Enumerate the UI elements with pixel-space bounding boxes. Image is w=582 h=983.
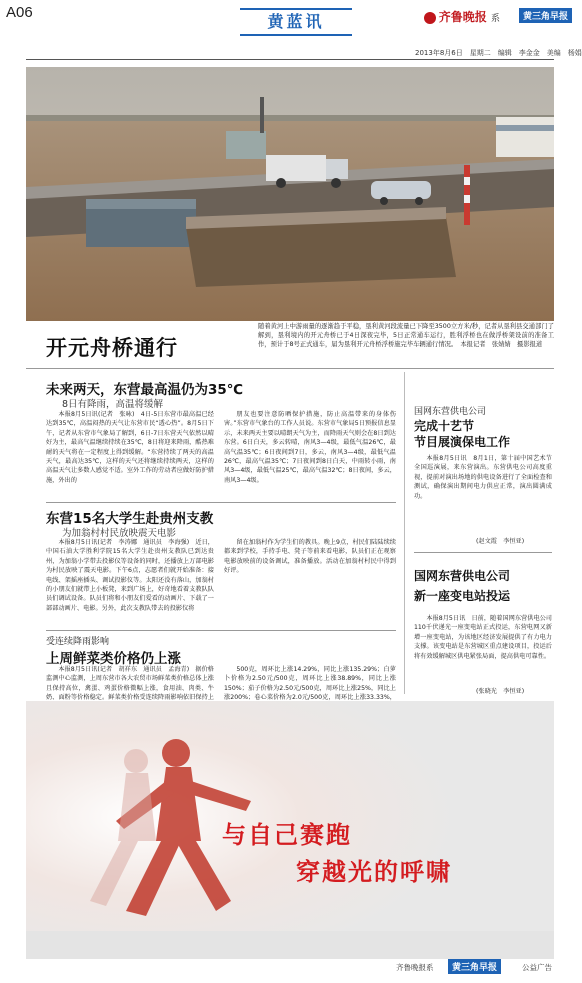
- grid-kicker: 国网东营供电公司: [414, 407, 487, 417]
- footer-badge: 黄三角早报: [448, 959, 501, 974]
- lead-headline: 开元舟桥通行: [46, 336, 178, 360]
- grid-body: 本报8月5日讯 8月1日，第十届中国艺术节全国巡演展，来东营演出。东营供电公司高度重视，提前对演出场地的供电设备进行了全面检查和测试，确保演出期间电力供应正常，演出圆满成功。: [414, 455, 552, 500]
- grid-headline-2: 节目展演保电工作: [414, 435, 511, 449]
- vegetables-body-col1: 本报8月5日讯(记者 胡祥东 通讯员 孟海青) 据价格监测中心监测，上周东营市各大农贸市场鲜菜类价格总体上涨且保持高位，禽蛋、鸡蛋价格微幅上涨，食用油、肉类、牛奶、面粉等价格稳定。鲜菜类价格受连续降雨影响依旧保持上: [46, 666, 214, 702]
- section-banner: [240, 8, 352, 36]
- column-rule: [404, 372, 405, 694]
- page-number: A06: [6, 4, 33, 21]
- partner-badge: 黄三角早报: [519, 8, 572, 23]
- weather-body-col2: 朋友也要注意防晒保护措施，防止高温带来的身体伤害。”东营市气象台的工作人员说。东营市气象局5日预报信息显示，未来两天主要以晴朗天气为主，而降雨天气则会在8日到达东营。6日白天，多云转晴，南风3—4级，最低气温26℃，最高气温35℃；6日夜间到7日，多云，南风3—4级，最低气温26℃，最高气温35℃；7日夜间到8日白天，中雨转小雨，南风3—4级，最低气温25℃，最高气温32℃；8日夜间，多云，南风3—4级。: [224, 411, 396, 484]
- students-body-col1: 本报8月5日讯(记者 李涛娜 通讯员 李海强) 近日，中国石油大学胜利学院15名大学生赴贵州支教队已到达贵州，为加翁小学带去投影仪等设备的同时，还播放上万部电影为村民放映了震天电影。下午6点，志愿者们就开始准备：接电线、架摇座插头、调试投影仪等。太阳还没有落山，加翁村的小朋友们就带上小板凳，来到广场上，好奇地看着支教队队员们调试设备。队员们将和小朋友们爱看的动画片、下载了一部部动画片、电影。另外，此次支教队带去的投影仪将: [46, 539, 214, 612]
- vegetables-kicker: 受连续降雨影响: [46, 637, 110, 647]
- article-divider: [46, 630, 396, 631]
- header-rule: [26, 59, 554, 60]
- vegetables-headline: 上周鲜菜类价格仍上涨: [46, 651, 181, 667]
- students-subhead: 为加翁村村民放映震天电影: [62, 528, 177, 539]
- photo-caption: 随着黄河上中游雨量的逐渐趋于平稳，垦利黄河段流量已下降至3500立方米/秒，记者从垦利县交通部门了解到，垦利境内的开元舟桥已于4日深夜完毕，5日正常通车运行，胜利浮桥也在做浮桥架设前的准备工作，预计于8号正式通车，届为垦利开元舟桥浮桥施完毕车辆通行情况。 本报记者 张婧婧 摄影报道: [258, 323, 554, 348]
- substation-headline-1: 国网东营供电公司: [414, 569, 511, 583]
- weather-subhead: 8日有降雨，高温将缓解: [62, 399, 164, 410]
- students-body-col2: 留在加翁村作为学生们的教具。晚上9点，村民们陆陆续续都来到学校，手持手电、凳子等前来看电影，队员们正在观察电影放映前的设备调试，准备播放。活动在加翁村村民中得到好评。: [224, 539, 396, 575]
- logo-icon: [424, 12, 436, 24]
- article-divider: [46, 502, 396, 503]
- substation-body: 本报8月5日讯 日前，随着国网东营供电公司110千伏递光一座变电站正式投运，东营电网又新增一座变电站，为该地区经济发展提供了有力电力支撑。该变电站是东营城区重点建设项目，投运后将有效缓解城区供电紧张局面，提高供电可靠性。: [414, 615, 552, 660]
- students-headline: 东营15名大学生赴贵州支教: [46, 511, 214, 527]
- ad-slogan-2: 穿越光的呼啸: [296, 858, 452, 886]
- lead-rule: [26, 368, 554, 369]
- paper-suffix: 系: [490, 14, 500, 24]
- ad-slogan-1: 与自己赛跑: [222, 821, 352, 849]
- grid-headline-1: 完成十艺节: [414, 419, 475, 433]
- article-divider: [414, 552, 552, 553]
- paper-logo: [424, 8, 500, 25]
- weather-headline: 未来两天，东营最高温仍为35℃: [46, 382, 244, 398]
- dateline: 2013年8月6日 星期二 编辑 李金金 美编 杨娟: [415, 49, 582, 57]
- footer-label: 公益广告: [522, 963, 552, 972]
- substation-byline: (张晓光 李恒亚): [476, 688, 525, 695]
- weather-body-col1: 本报8月5日讯(记者 张咏) 4日-5日东营市最高温已经达到35℃，高温闷热的天气让东营市民“透心热”。8月5日下午，记者从东营市气象局了解到，6日-7日东营天气依然以晴好为主，最高气温继续持续在35℃，8日将迎来降雨，酷热难耐的天气将在一定程度上得到缓解。“东营持续了两天的高温天气，最高达35℃，这样的天气还将继续持续两天，这样的高温天气让多数人感觉不适。室外工作的劳动者应做好防护措施，外出的: [46, 411, 214, 484]
- vegetables-body-col2: 500克，周环比上涨14.29%，同比上涨135.29%；白萝卜价格为2.50元/500克，周环比上涨38.89%，同比上涨150%；茄子价格为2.50元/500克，周环比上涨25%，同比上涨200%；卷心菜价格为2.0元/500克，周环比上涨33.33%，: [224, 666, 396, 702]
- substation-headline-2: 新一座变电站投运: [414, 589, 511, 603]
- footer-paper: 齐鲁晚报系: [396, 963, 434, 972]
- lead-photo: [26, 67, 554, 321]
- paper-name: 齐鲁晚报: [438, 10, 487, 24]
- grid-byline: (赵文霞 李恒亚): [476, 538, 525, 545]
- section-title: 黄蓝讯: [267, 12, 325, 31]
